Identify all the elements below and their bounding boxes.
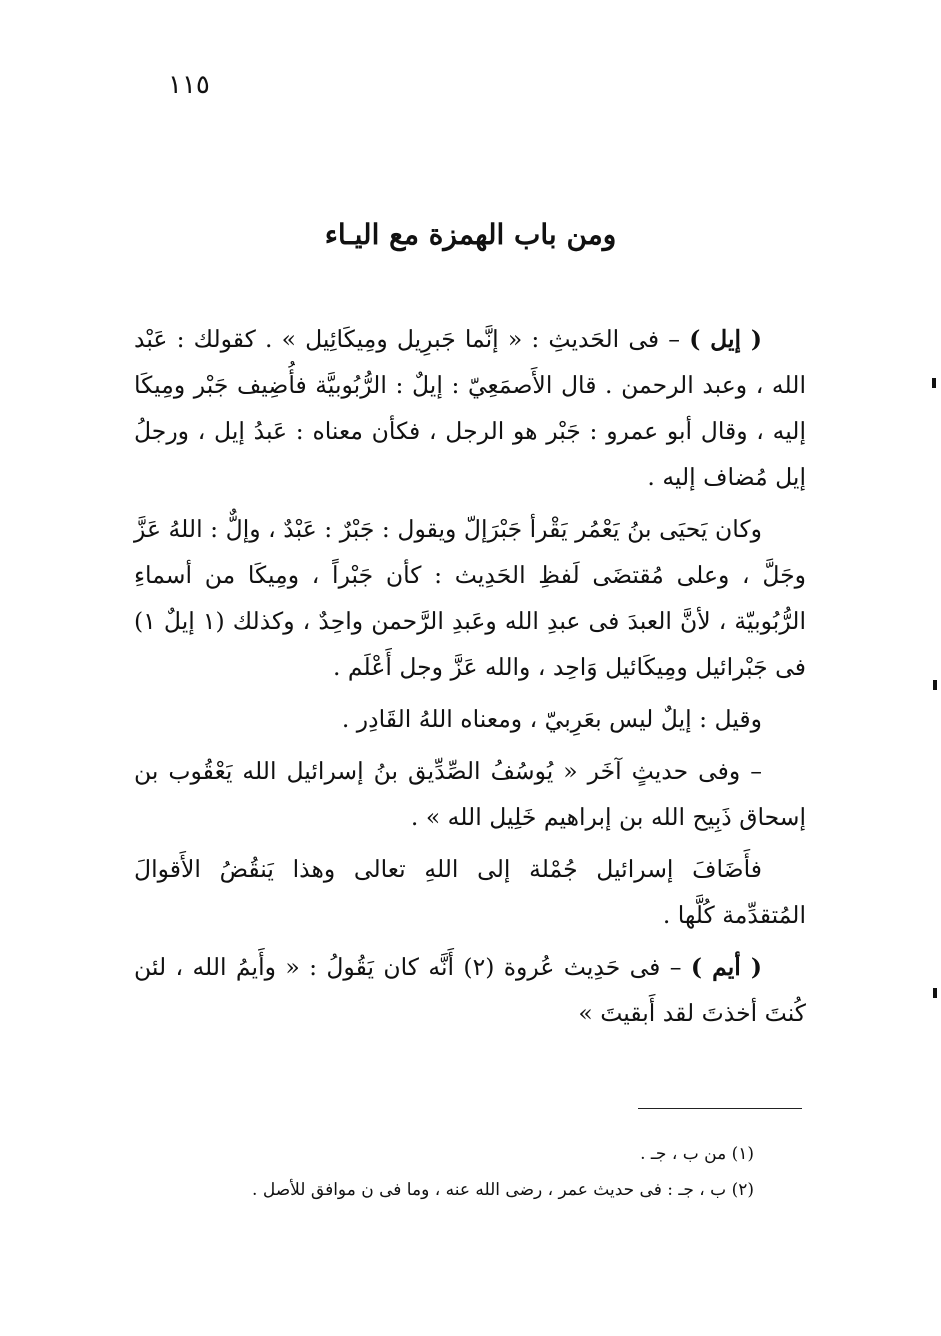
paragraph-entry-aym [134,944,806,1036]
margin-mark [933,988,937,998]
entry-label: ( أيم ) [690,953,763,981]
paragraph [134,748,806,840]
paragraph-entry-ayl [134,316,806,500]
section-heading: ومن باب الهمزة مع اليـاء [324,218,617,251]
page-number: ١١٥ [168,70,210,100]
paragraph-text: – فى الحَديثِ : « إنَّما جَبرِيل ومِيكَائِيل » . كقولك : عَبْد الله ، وعبد الرحمن . قال الأَصمَعِيّ : إيلٌ : الرُّبُوبيَّة فأُضِيف جَبْر ومِيكَا إليه ، وقال أبو عمرو : جَبْر هو الرجل ، فكأن معناه : عَبدُ إيل ، ورجلُ إيل مُضاف إليه . [134,325,806,491]
paragraph [134,696,806,742]
margin-mark [933,680,937,690]
margin-mark [932,378,936,388]
footnote-1: (١) من ب ، جـ . [640,1144,754,1164]
body-text [134,316,806,1042]
paragraph-text: – وفى حديثٍ آخَر « يُوسُفُ الصِّدِّيق بنُ إسرائيل الله يَعْقُوب بن إسحاق ذَبِيح الله بن إبراهيم خَلِيل الله » . [134,757,806,831]
paragraph-text: – فى حَدِيث عُروة (٢) أَنَّه كان يَقُولُ : « وأَيمُ الله ، لئن كُنتَ أخذتَ لقد أَبقيتَ » [134,953,806,1027]
paragraph [134,506,806,690]
paragraph-text: وكان يَحيَى بنُ يَعْمُر يَقْرأ جَبْرَإلّ ويقول : جَبْرٌ : عَبْدٌ ، وإلٌّ : اللهُ عَزَّ وجَلَّ ، وعلى مُقتضَى لَفظِ الحَدِيث : كأن جَبْراً ، ومِيكَا من أسماءِ الرُّبُوبيّة ، لأنَّ العبدَ فى عبدِ الله وعَبدِ الرَّحمن واحِدٌ ، وكذلك (١ إيلٌ ١) فى جَبْرائيل ومِيكَائيل وَاحِد ، والله عَزَّ وجل أَعْلَم . [134,515,806,681]
paragraph [134,846,806,938]
footnote-2: (٢) ب ، جـ : فى حديث عمر ، رضى الله عنه ، وما فى ن موافق للأصل . [252,1180,754,1200]
paragraph-text: وقيل : إيلٌ ليس بعَرِبيّ ، ومعناه اللهُ القَادِر . [341,705,762,733]
footnotes [134,1136,754,1208]
footnote-divider [638,1108,802,1109]
entry-label: ( إيل ) [689,325,763,353]
paragraph-text: فأَضَافَ إسرائيل جُمْلة إلى اللهِ تعالى وهذا يَنقُضُ الأَقوالَ المُتقدِّمة كُلَّها . [134,855,806,929]
